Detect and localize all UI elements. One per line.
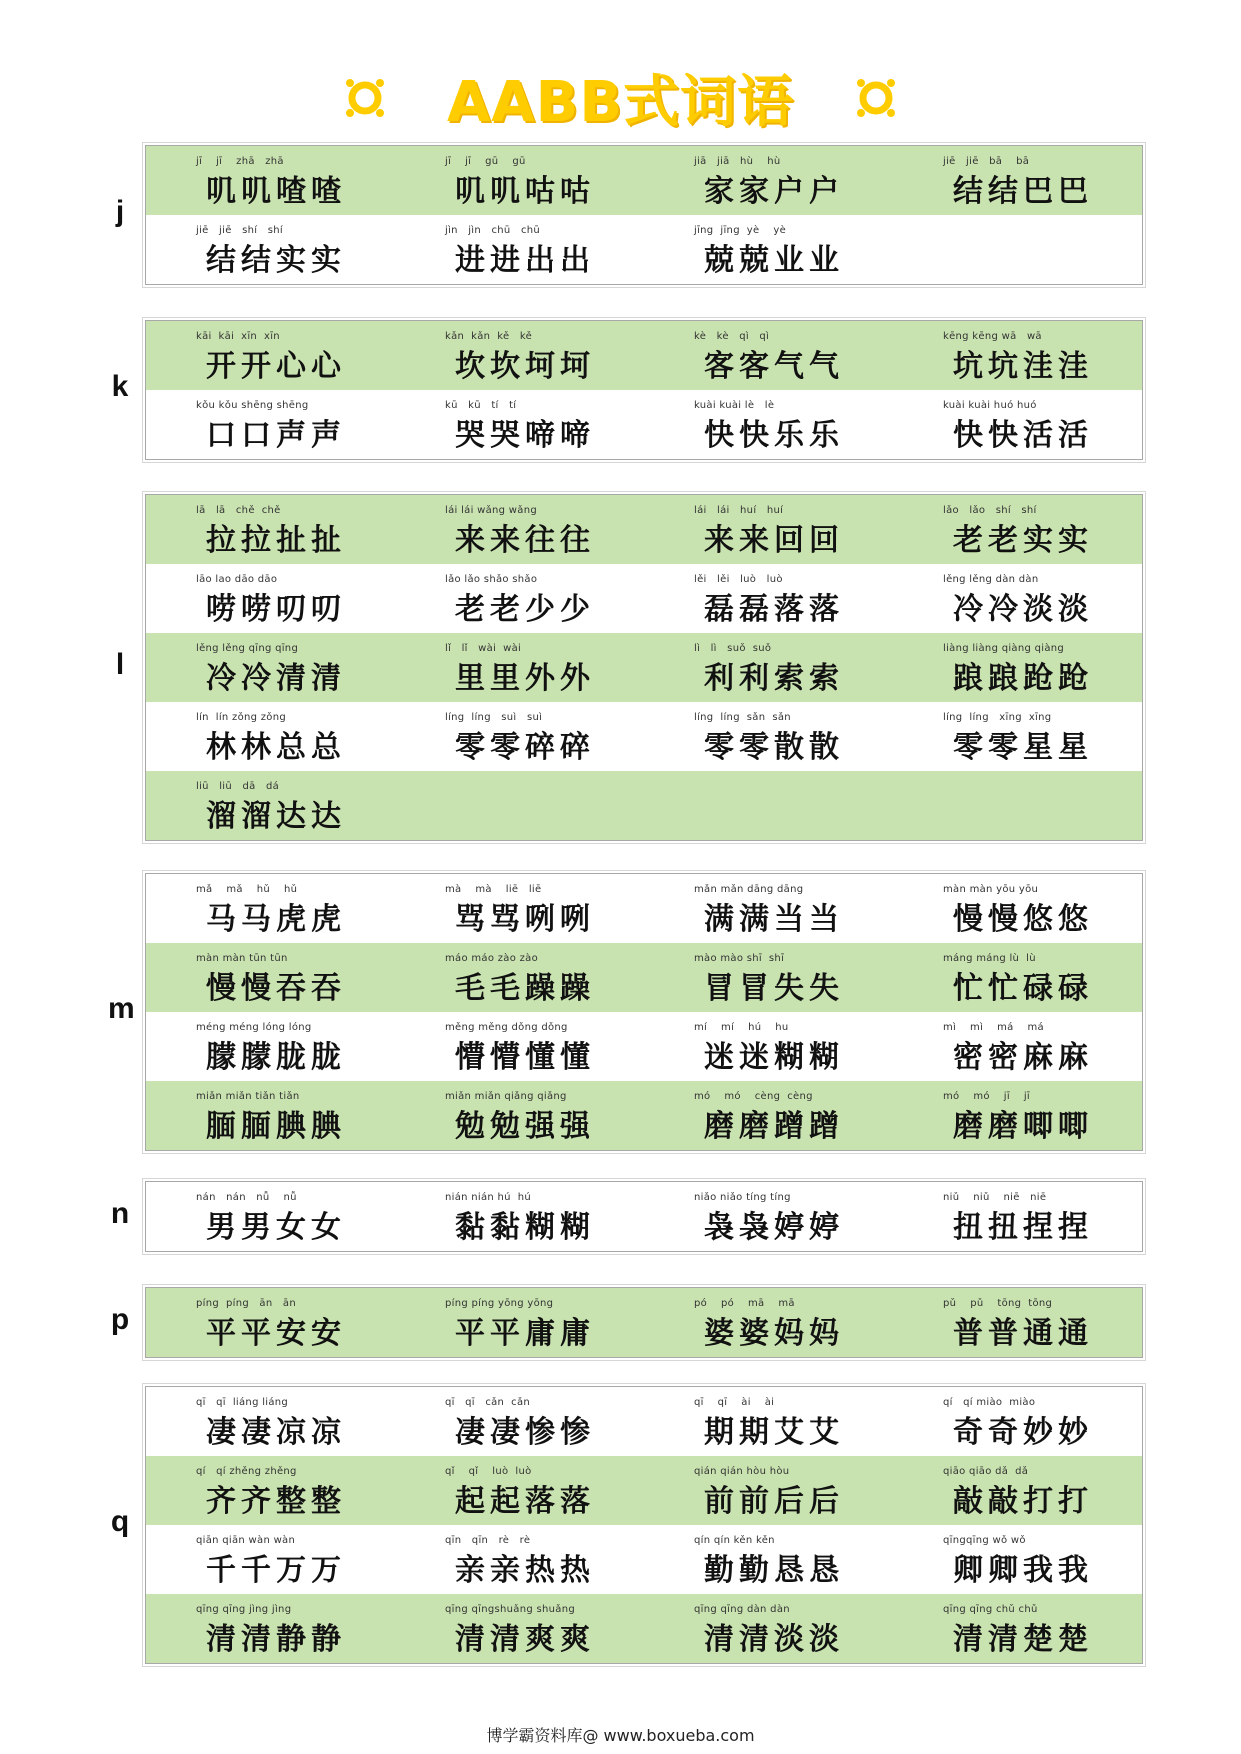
word-pinyin: lěng lěng dàn dàn <box>943 574 1039 585</box>
word-text: 骂骂咧咧 <box>455 902 595 937</box>
word-cell <box>644 321 893 390</box>
word-cell <box>893 495 1142 564</box>
word-cell <box>146 564 395 633</box>
word-pinyin: lǐ lǐ wài wài <box>445 643 522 654</box>
word-text: 叽叽喳喳 <box>206 174 346 209</box>
word-pinyin: lěi lěi luò luò <box>694 574 783 585</box>
section-k <box>145 320 1143 460</box>
word-pinyin: jī jī zhā zhā <box>196 156 284 167</box>
word-text: 朦朦胧胧 <box>206 1040 346 1075</box>
word-pinyin: mì mì má má <box>943 1022 1044 1033</box>
word-text: 快快乐乐 <box>704 418 844 453</box>
section-l <box>145 494 1143 841</box>
word-pinyin: qiān qiān wàn wàn <box>196 1535 296 1546</box>
word-text: 慢慢悠悠 <box>953 902 1093 937</box>
word-cell <box>395 1525 644 1594</box>
word-cell <box>644 874 893 943</box>
word-pinyin: mǎn mǎn dāng dāng <box>694 884 804 895</box>
word-cell <box>644 215 893 284</box>
word-cell <box>395 1456 644 1525</box>
word-text: 清清静静 <box>206 1622 346 1657</box>
word-pinyin: píng píng yōng yōng <box>445 1298 554 1309</box>
word-pinyin: mǎ mǎ hǔ hǔ <box>196 884 298 895</box>
word-text: 开开心心 <box>206 349 346 384</box>
word-text: 里里外外 <box>455 661 595 696</box>
word-cell <box>395 943 644 1012</box>
word-cell <box>146 874 395 943</box>
word-text: 勤勤恳恳 <box>704 1553 844 1588</box>
word-cell <box>146 1525 395 1594</box>
word-pinyin: líng líng sǎn sǎn <box>694 712 791 723</box>
word-cell <box>893 215 1142 284</box>
word-text: 拉拉扯扯 <box>206 523 346 558</box>
section-q <box>145 1386 1143 1664</box>
word-text: 腼腼腆腆 <box>206 1109 346 1144</box>
word-cell <box>644 1525 893 1594</box>
section-letter-k: k <box>111 370 129 403</box>
word-cell <box>146 1012 395 1081</box>
word-text: 利利索索 <box>704 661 844 696</box>
word-pinyin: qī qī ài ài <box>694 1397 775 1408</box>
word-cell <box>395 1012 644 1081</box>
word-pinyin: nián nián hú hú <box>445 1192 532 1203</box>
word-text: 兢兢业业 <box>704 243 844 278</box>
word-pinyin: qī qī cǎn cǎn <box>445 1397 531 1408</box>
word-text: 期期艾艾 <box>704 1415 844 1450</box>
word-cell <box>395 1182 644 1251</box>
word-text: 坑坑洼洼 <box>953 349 1093 384</box>
section-n <box>145 1181 1143 1252</box>
word-cell <box>644 564 893 633</box>
word-cell <box>893 1012 1142 1081</box>
word-text: 唠唠叨叨 <box>206 592 346 627</box>
word-pinyin: miǎn miǎn qiǎng qiǎng <box>445 1091 567 1102</box>
word-cell <box>644 633 893 702</box>
word-cell <box>644 495 893 564</box>
word-text: 家家户户 <box>704 174 844 209</box>
section-p <box>145 1287 1143 1358</box>
word-cell <box>644 771 893 840</box>
word-text: 袅袅婷婷 <box>704 1210 844 1245</box>
word-pinyin: máng máng lù lù <box>943 953 1036 964</box>
word-pinyin: liū liū dā dá <box>196 781 280 792</box>
word-pinyin: qīng qīng chǔ chǔ <box>943 1604 1038 1615</box>
word-pinyin: kè kè qì qì <box>694 331 770 342</box>
word-text: 满满当当 <box>704 902 844 937</box>
word-cell <box>644 390 893 459</box>
word-cell <box>893 633 1142 702</box>
word-text: 零零碎碎 <box>455 730 595 765</box>
word-pinyin: jiā jiā hù hù <box>694 156 781 167</box>
word-text: 密密麻麻 <box>953 1040 1093 1075</box>
word-text: 前前后后 <box>704 1484 844 1519</box>
word-text: 凄凄惨惨 <box>455 1415 595 1450</box>
word-row <box>146 495 1142 564</box>
word-pinyin: qīngqīng wǒ wǒ <box>943 1535 1026 1546</box>
word-cell <box>146 1594 395 1663</box>
word-pinyin: kāi kāi xīn xīn <box>196 331 280 342</box>
word-row <box>146 1288 1142 1357</box>
word-text: 亲亲热热 <box>455 1553 595 1588</box>
word-pinyin: jīng jīng yè yè <box>694 225 787 236</box>
word-cell <box>146 215 395 284</box>
word-cell <box>893 1594 1142 1663</box>
word-cell <box>146 1456 395 1525</box>
word-cell <box>395 215 644 284</box>
word-text: 老老少少 <box>455 592 595 627</box>
word-text: 卿卿我我 <box>953 1553 1093 1588</box>
word-pinyin: lāo lao dāo dāo <box>196 574 278 585</box>
word-text: 千千万万 <box>206 1553 346 1588</box>
word-cell <box>893 1456 1142 1525</box>
word-text: 忙忙碌碌 <box>953 971 1093 1006</box>
word-text: 零零星星 <box>953 730 1093 765</box>
section-letter-l: l <box>115 647 125 681</box>
word-text: 叽叽咕咕 <box>455 174 595 209</box>
word-cell <box>146 771 395 840</box>
word-pinyin: lā lā chě chě <box>196 505 281 516</box>
word-cell <box>644 1288 893 1357</box>
word-pinyin: mí mí hú hu <box>694 1022 789 1033</box>
word-cell <box>395 564 644 633</box>
word-text: 林林总总 <box>206 730 346 765</box>
word-cell <box>644 1012 893 1081</box>
word-pinyin: mào mào shī shī <box>694 953 785 964</box>
word-text: 磨磨蹭蹭 <box>704 1109 844 1144</box>
word-pinyin: qī qī liáng liáng <box>196 1397 289 1408</box>
section-letter-n: n <box>110 1196 130 1230</box>
word-pinyin: lái lái wǎng wǎng <box>445 505 537 516</box>
word-text: 马马虎虎 <box>206 902 346 937</box>
word-row <box>146 1012 1142 1081</box>
word-text: 起起落落 <box>455 1484 595 1519</box>
page-header <box>0 58 1241 138</box>
word-pinyin: kū kū tí tí <box>445 400 517 411</box>
word-pinyin: mà mà liē liē <box>445 884 542 895</box>
word-cell <box>146 633 395 702</box>
word-cell <box>893 1081 1142 1150</box>
word-pinyin: miǎn miǎn tiǎn tiǎn <box>196 1091 300 1102</box>
word-pinyin: lái lái huí huí <box>694 505 784 516</box>
right-sun-ornament-icon <box>854 76 898 120</box>
word-pinyin: lì lì suǒ suǒ <box>694 643 772 654</box>
word-pinyin: píng píng ān ān <box>196 1298 296 1309</box>
word-cell <box>644 943 893 1012</box>
word-pinyin: qīng qīng dàn dàn <box>694 1604 790 1615</box>
word-pinyin: jìn jìn chū chū <box>445 225 541 236</box>
word-pinyin: líng líng xīng xīng <box>943 712 1052 723</box>
word-pinyin: mó mó jī jī <box>943 1091 1030 1102</box>
word-row <box>146 146 1142 215</box>
word-text: 来来回回 <box>704 523 844 558</box>
section-letter-j: j <box>115 195 125 228</box>
word-cell <box>893 702 1142 771</box>
word-pinyin: qīng qīng jìng jìng <box>196 1604 292 1615</box>
word-cell <box>146 495 395 564</box>
word-pinyin: qīng qīngshuǎng shuǎng <box>445 1604 575 1615</box>
word-cell <box>893 1288 1142 1357</box>
word-text: 迷迷糊糊 <box>704 1040 844 1075</box>
word-text: 结结实实 <box>206 243 346 278</box>
word-text: 男男女女 <box>206 1210 346 1245</box>
word-text: 平平庸庸 <box>455 1316 595 1351</box>
word-row <box>146 943 1142 1012</box>
word-cell <box>893 874 1142 943</box>
word-text: 老老实实 <box>953 523 1093 558</box>
word-pinyin: jiē jiē shí shí <box>196 225 283 236</box>
word-pinyin: jī jī gū gū <box>445 156 526 167</box>
word-text: 踉踉跄跄 <box>953 661 1093 696</box>
word-row <box>146 702 1142 771</box>
word-pinyin: nán nán nǚ nǚ <box>196 1192 297 1203</box>
word-pinyin: pǔ pǔ tōng tōng <box>943 1298 1053 1309</box>
word-pinyin: měng měng dǒng dǒng <box>445 1022 568 1033</box>
word-text: 磨磨唧唧 <box>953 1109 1093 1144</box>
word-row <box>146 1182 1142 1251</box>
section-letter-m: m <box>108 992 135 1025</box>
word-cell <box>395 702 644 771</box>
word-pinyin: lǎo lǎo shǎo shǎo <box>445 574 538 585</box>
section-letter-p: p <box>110 1302 130 1336</box>
word-cell <box>146 321 395 390</box>
word-text: 磊磊落落 <box>704 592 844 627</box>
word-pinyin: qí qí miào miào <box>943 1397 1036 1408</box>
word-pinyin: qiāo qiāo dǎ dǎ <box>943 1466 1029 1477</box>
page-title: AABB式词语 <box>446 70 795 135</box>
word-cell <box>395 771 644 840</box>
word-pinyin: màn màn tūn tūn <box>196 953 288 964</box>
word-text: 凄凄凉凉 <box>206 1415 346 1450</box>
word-text: 冒冒失失 <box>704 971 844 1006</box>
word-row <box>146 1525 1142 1594</box>
word-cell <box>395 1387 644 1456</box>
word-row <box>146 215 1142 284</box>
word-cell <box>893 1525 1142 1594</box>
word-row <box>146 321 1142 390</box>
word-text: 毛毛躁躁 <box>455 971 595 1006</box>
word-pinyin: lǎo lǎo shí shí <box>943 505 1037 516</box>
word-text: 扭扭捏捏 <box>953 1210 1093 1245</box>
word-text: 快快活活 <box>953 418 1093 453</box>
word-text: 敲敲打打 <box>953 1484 1093 1519</box>
word-text: 溜溜达达 <box>206 799 346 834</box>
section-letter-q: q <box>110 1505 130 1538</box>
word-pinyin: pó pó mā mā <box>694 1298 795 1309</box>
word-cell <box>893 390 1142 459</box>
word-cell <box>644 1594 893 1663</box>
word-cell <box>146 943 395 1012</box>
word-text: 黏黏糊糊 <box>455 1210 595 1245</box>
word-text: 勉勉强强 <box>455 1109 595 1144</box>
word-cell <box>146 1081 395 1150</box>
word-cell <box>644 1387 893 1456</box>
word-row <box>146 1594 1142 1663</box>
footer-source: 博学霸资料库@ www.boxueba.com <box>486 1726 755 1745</box>
word-text: 婆婆妈妈 <box>704 1316 844 1351</box>
word-cell <box>395 495 644 564</box>
word-cell <box>146 1387 395 1456</box>
word-cell <box>644 1182 893 1251</box>
word-row <box>146 564 1142 633</box>
word-pinyin: qǐ qǐ luò luò <box>445 1466 532 1477</box>
word-cell <box>395 146 644 215</box>
word-pinyin: kǒu kǒu shēng shēng <box>196 400 309 411</box>
word-pinyin: kuài kuài huó huó <box>943 400 1037 411</box>
word-cell <box>395 633 644 702</box>
word-cell <box>893 146 1142 215</box>
word-cell <box>146 390 395 459</box>
word-row <box>146 874 1142 943</box>
word-pinyin: qīn qīn rè rè <box>445 1535 531 1546</box>
word-cell <box>644 146 893 215</box>
word-row <box>146 633 1142 702</box>
word-cell <box>395 1081 644 1150</box>
word-cell <box>395 321 644 390</box>
word-cell <box>893 1387 1142 1456</box>
word-pinyin: niǎo niǎo tíng tíng <box>694 1192 791 1203</box>
word-pinyin: niǔ niǔ niē niē <box>943 1192 1047 1203</box>
word-pinyin: mó mó cèng cèng <box>694 1091 813 1102</box>
word-cell <box>146 1288 395 1357</box>
word-text: 冷冷淡淡 <box>953 592 1093 627</box>
word-text: 齐齐整整 <box>206 1484 346 1519</box>
word-text: 冷冷清清 <box>206 661 346 696</box>
word-pinyin: qí qí zhěng zhěng <box>196 1466 297 1477</box>
word-row <box>146 1456 1142 1525</box>
word-row <box>146 1081 1142 1150</box>
word-cell <box>146 702 395 771</box>
word-pinyin: líng líng suì suì <box>445 712 543 723</box>
word-cell <box>395 874 644 943</box>
word-text: 清清淡淡 <box>704 1622 844 1657</box>
word-text: 零零散散 <box>704 730 844 765</box>
word-cell <box>644 1456 893 1525</box>
word-cell <box>893 1182 1142 1251</box>
word-pinyin: màn màn yōu yōu <box>943 884 1039 895</box>
word-text: 奇奇妙妙 <box>953 1415 1093 1450</box>
word-cell <box>893 771 1142 840</box>
word-cell <box>146 1182 395 1251</box>
word-text: 进进出出 <box>455 243 595 278</box>
word-text: 口口声声 <box>206 418 346 453</box>
word-text: 普普通通 <box>953 1316 1093 1351</box>
word-row <box>146 1387 1142 1456</box>
word-pinyin: kǎn kǎn kě kě <box>445 331 533 342</box>
word-text: 清清楚楚 <box>953 1622 1093 1657</box>
word-cell <box>395 1594 644 1663</box>
left-sun-ornament-icon <box>343 76 387 120</box>
section-m <box>145 873 1143 1151</box>
word-text: 哭哭啼啼 <box>455 418 595 453</box>
word-pinyin: lín lín zǒng zǒng <box>196 712 287 723</box>
word-pinyin: qín qín kěn kěn <box>694 1535 775 1546</box>
word-cell <box>893 564 1142 633</box>
word-text: 结结巴巴 <box>953 174 1093 209</box>
word-text: 坎坎坷坷 <box>455 349 595 384</box>
word-cell <box>644 702 893 771</box>
word-pinyin: kēng kēng wā wā <box>943 331 1042 342</box>
word-text: 懵懵懂懂 <box>455 1040 595 1075</box>
word-cell <box>644 1081 893 1150</box>
word-text: 来来往往 <box>455 523 595 558</box>
word-pinyin: máo máo zào zào <box>445 953 539 964</box>
word-pinyin: liàng liàng qiàng qiàng <box>943 643 1065 654</box>
word-cell <box>893 321 1142 390</box>
word-pinyin: jiē jiē bā bā <box>943 156 1030 167</box>
word-pinyin: qián qián hòu hòu <box>694 1466 790 1477</box>
word-text: 清清爽爽 <box>455 1622 595 1657</box>
word-text: 客客气气 <box>704 349 844 384</box>
word-cell <box>893 943 1142 1012</box>
section-j <box>145 145 1143 285</box>
word-pinyin: lěng lěng qīng qīng <box>196 643 299 654</box>
word-pinyin: méng méng lóng lóng <box>196 1022 312 1033</box>
word-text: 平平安安 <box>206 1316 346 1351</box>
word-row <box>146 771 1142 840</box>
word-cell <box>146 146 395 215</box>
word-cell <box>395 390 644 459</box>
word-pinyin: kuài kuài lè lè <box>694 400 775 411</box>
word-cell <box>395 1288 644 1357</box>
word-text: 慢慢吞吞 <box>206 971 346 1006</box>
word-row <box>146 390 1142 459</box>
